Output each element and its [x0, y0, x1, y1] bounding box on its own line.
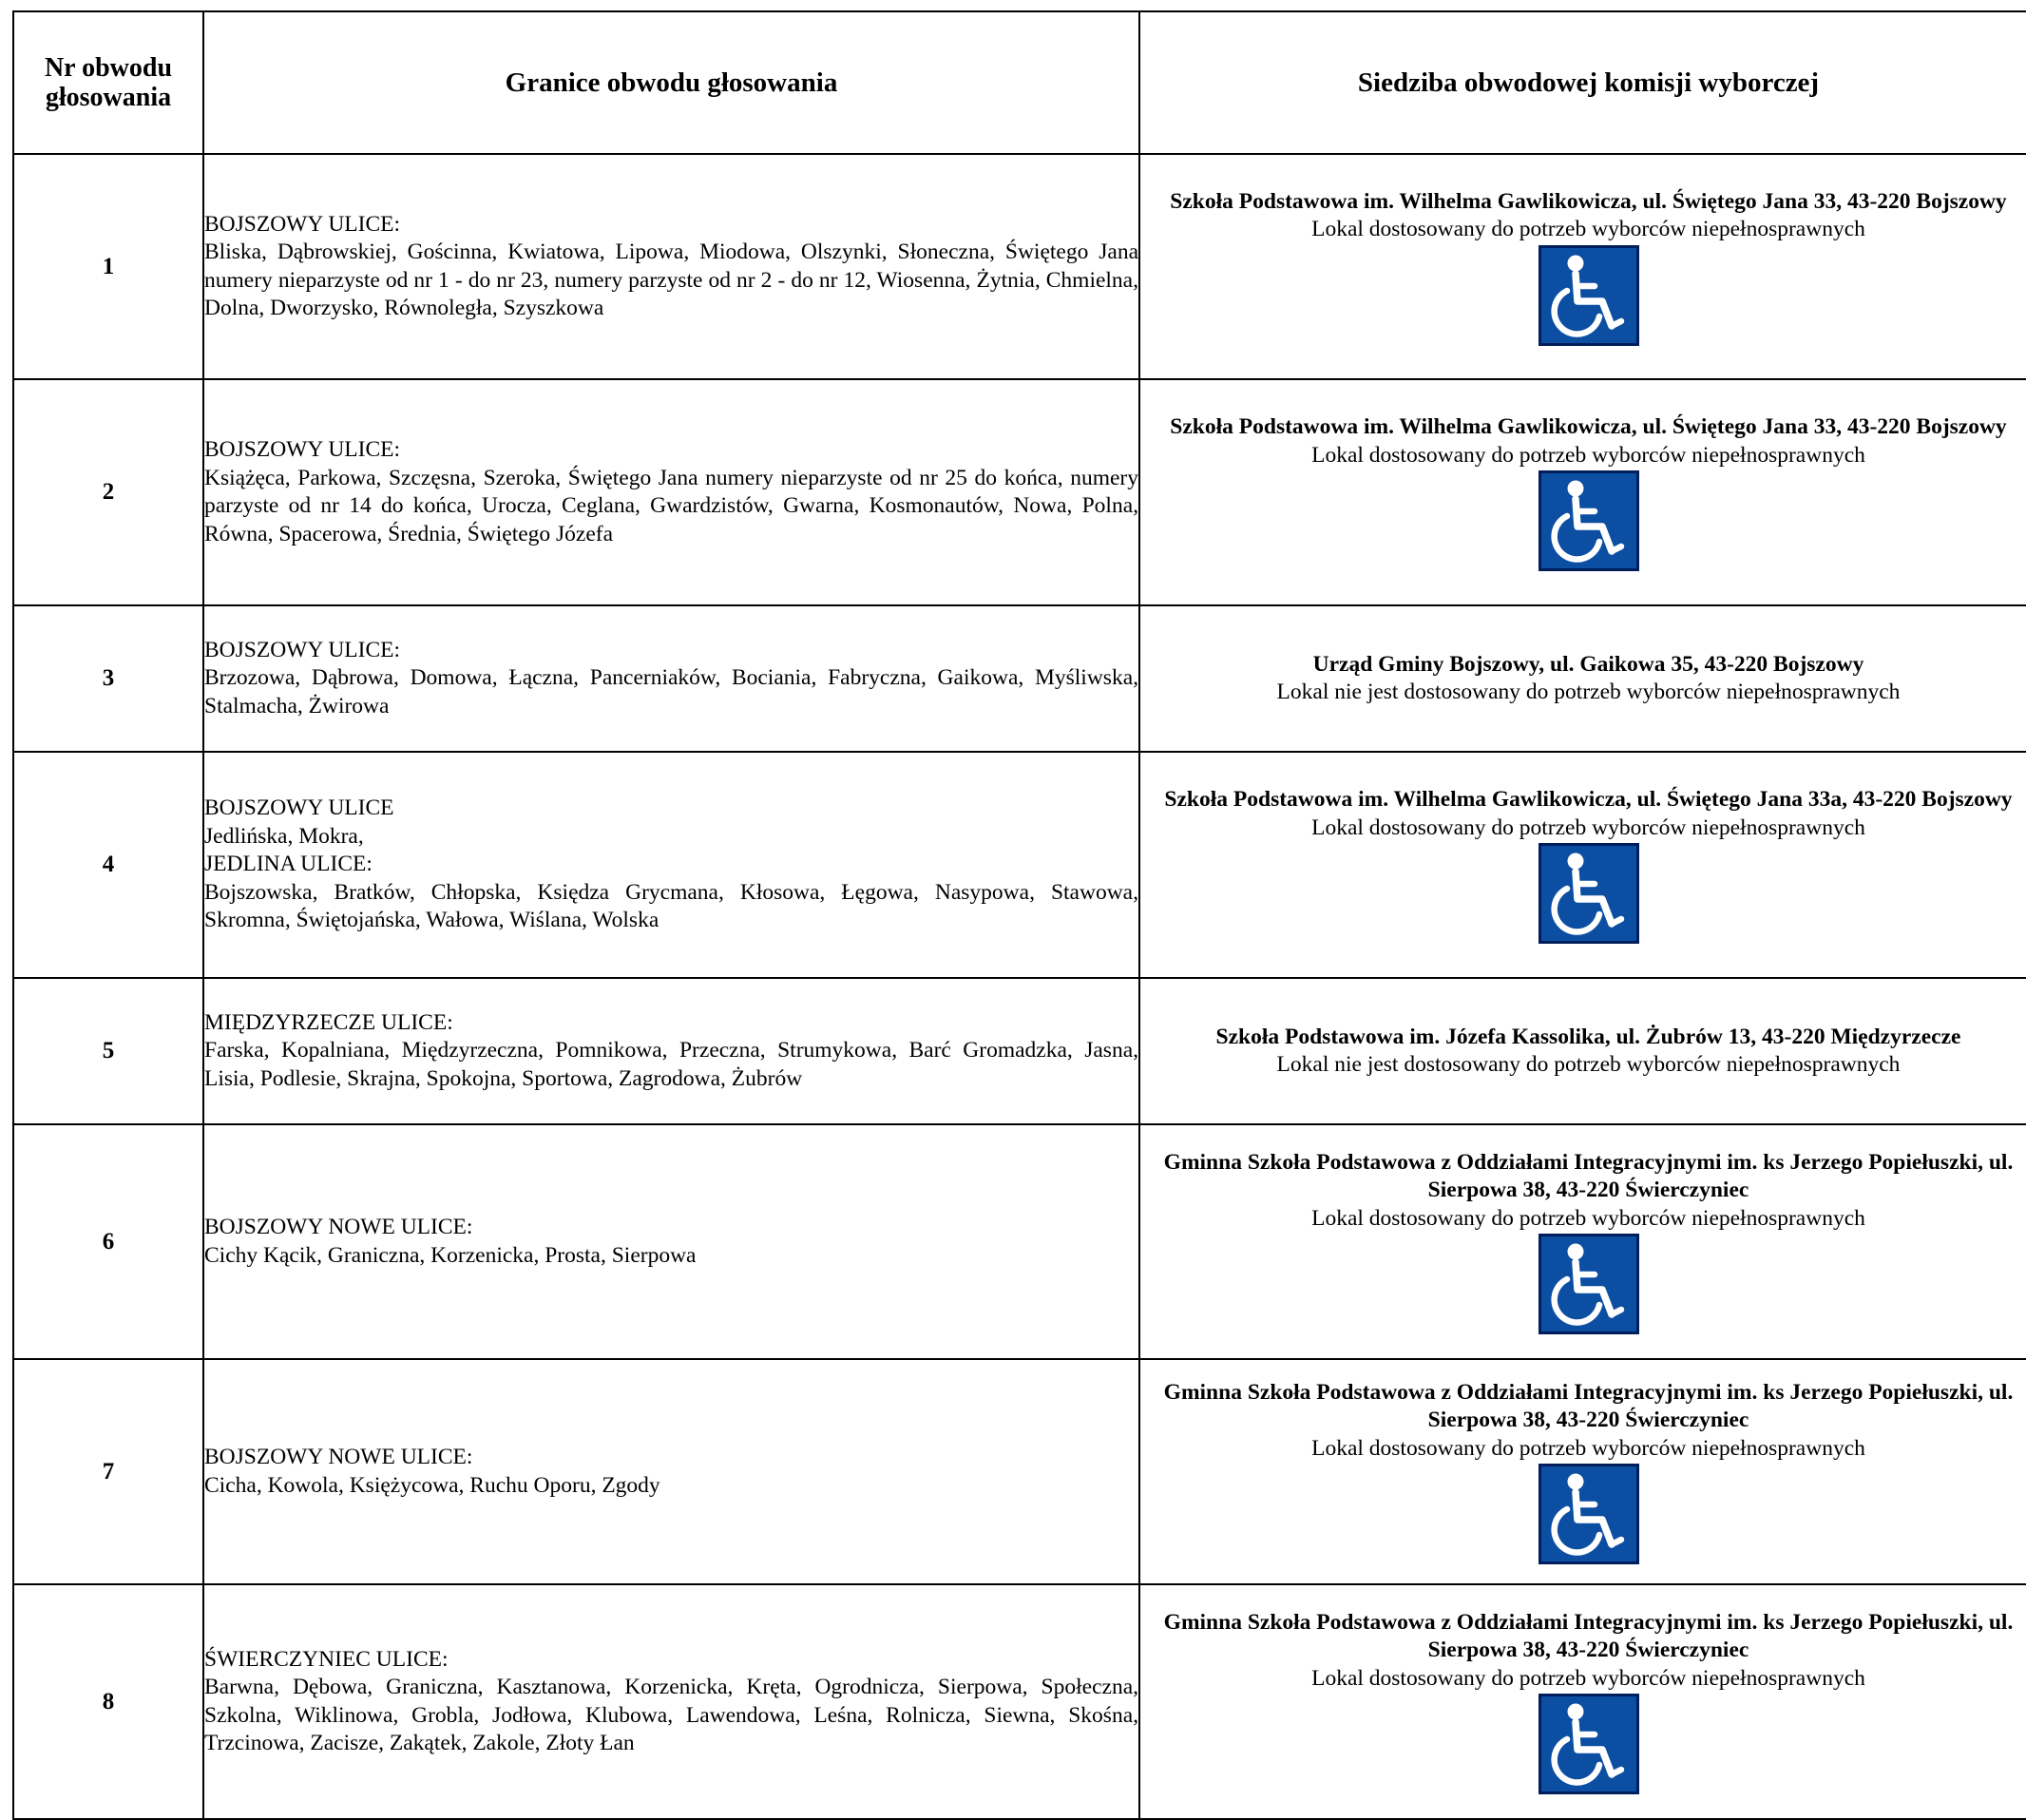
seat-accessibility-note: Lokal dostosowany do potrzeb wyborców niepełnosprawnych	[1311, 814, 1865, 840]
wheelchair-icon	[1541, 1236, 1636, 1331]
boundary-locality-header: BOJSZOWY ULICE:	[204, 637, 401, 662]
commission-seat	[1139, 752, 2026, 978]
table-row	[13, 978, 2026, 1124]
circuit-boundaries	[203, 1584, 1139, 1819]
boundary-locality-header: MIĘDZYRZECZE ULICE:	[204, 1009, 453, 1035]
boundary-locality-header: ŚWIERCZYNIEC ULICE:	[204, 1646, 449, 1672]
circuit-number: 7	[13, 1359, 203, 1584]
boundary-locality-header: BOJSZOWY ULICE	[204, 795, 394, 821]
boundary-streets: Książęca, Parkowa, Szczęsna, Szeroka, Świętego Jana numery nieparzyste od nr 25 do końca, numery parzyste od nr 14 do końca, Urocza, Ceglana, Gwardzistów, Gwarna, Kosmonautów, Nowa, Polna, Równa, Spacerowa, Średnia, Świętego Józefa	[204, 465, 1138, 546]
seat-name: Szkoła Podstawowa im. Wilhelma Gawlikowicza, ul. Świętego Jana 33, 43-220 Bojszowy	[1170, 414, 2007, 439]
table-header-row	[13, 11, 2026, 154]
seat-name: Urząd Gminy Bojszowy, ul. Gaikowa 35, 43-220 Bojszowy	[1312, 651, 1864, 677]
circuit-boundaries	[203, 1359, 1139, 1584]
seat-name: Gminna Szkoła Podstawowa z Oddziałami Integracyjnymi im. ks Jerzego Popiełuszki, ul. Sierpowa 38, 43-220 Świerczyniec	[1163, 1379, 2014, 1433]
wheelchair-icon	[1541, 846, 1636, 941]
circuit-boundaries	[203, 379, 1139, 605]
header-commission-seat: Siedziba obwodowej komisji wyborczej	[1139, 11, 2026, 154]
header-circuit-boundaries: Granice obwodu głosowania	[203, 11, 1139, 154]
seat-accessibility-note: Lokal dostosowany do potrzeb wyborców niepełnosprawnych	[1311, 442, 1865, 468]
circuit-number: 6	[13, 1124, 203, 1359]
circuit-number: 8	[13, 1584, 203, 1819]
circuit-boundaries	[203, 1124, 1139, 1359]
boundary-locality-header: BOJSZOWY NOWE ULICE:	[204, 1215, 473, 1239]
boundary-locality-header: BOJSZOWY ULICE:	[204, 211, 401, 237]
commission-seat	[1139, 379, 2026, 605]
circuit-number: 5	[13, 978, 203, 1124]
table-row	[13, 605, 2026, 752]
seat-name: Szkoła Podstawowa im. Wilhelma Gawlikowicza, ul. Świętego Jana 33, 43-220 Bojszowy	[1170, 188, 2007, 214]
accessibility-sign	[1539, 843, 1639, 944]
circuit-number: 3	[13, 605, 203, 752]
accessibility-sign	[1539, 245, 1639, 346]
circuit-boundaries	[203, 752, 1139, 978]
boundary-extra-line: Jedlińska, Mokra,	[204, 823, 364, 849]
table-body	[13, 154, 2026, 1819]
wheelchair-icon	[1541, 1466, 1636, 1561]
accessibility-sign	[1539, 470, 1639, 571]
table-row	[13, 752, 2026, 978]
circuit-number: 1	[13, 154, 203, 379]
commission-seat	[1139, 605, 2026, 752]
seat-accessibility-note: Lokal nie jest dostosowany do potrzeb wyborców niepełnosprawnych	[1276, 680, 1901, 704]
commission-seat	[1139, 978, 2026, 1124]
seat-accessibility-note: Lokal nie jest dostosowany do potrzeb wyborców niepełnosprawnych	[1276, 1052, 1901, 1077]
seat-accessibility-note: Lokal dostosowany do potrzeb wyborców niepełnosprawnych	[1311, 1435, 1865, 1461]
seat-name: Szkoła Podstawowa im. Wilhelma Gawlikowicza, ul. Świętego Jana 33a, 43-220 Bojszowy	[1164, 787, 2013, 812]
accessibility-sign	[1539, 1234, 1639, 1334]
seat-name: Szkoła Podstawowa im. Józefa Kassolika, ul. Żubrów 13, 43-220 Międzyrzecze	[1215, 1024, 1961, 1049]
boundary-streets: Bliska, Dąbrowskiej, Gościnna, Kwiatowa, Lipowa, Miodowa, Olszynki, Słoneczna, Świętego Jana numery nieparzyste od nr 1 - do nr 23, numery parzyste od nr 2 - do nr 12, Wiosenna, Żytnia, Chmielna, Dolna, Dworzysko, Równoległa, Szyszkowa	[204, 239, 1138, 320]
commission-seat	[1139, 1359, 2026, 1584]
circuit-number: 4	[13, 752, 203, 978]
boundary-streets: Brzozowa, Dąbrowa, Domowa, Łączna, Pancerniaków, Bociania, Fabryczna, Gaikowa, Myśliwska, Stalmacha, Żwirowa	[204, 665, 1138, 718]
header-circuit-number: Nr obwodu głosowania	[13, 11, 203, 154]
accessibility-sign	[1539, 1464, 1639, 1564]
boundary-streets: Barwna, Dębowa, Graniczna, Kasztanowa, Korzenicka, Kręta, Ogrodnicza, Sierpowa, Społeczna, Szkolna, Wiklinowa, Grobla, Jodłowa, Klubowa, Lawendowa, Leśna, Rolnicza, Siewna, Skośna, Trzcinowa, Zacisze, Zakątek, Zakole, Złoty Łan	[204, 1675, 1138, 1755]
table-row	[13, 154, 2026, 379]
boundary-locality-header: BOJSZOWY ULICE:	[204, 437, 401, 462]
wheelchair-icon	[1541, 248, 1636, 343]
seat-name: Gminna Szkoła Podstawowa z Oddziałami Integracyjnymi im. ks Jerzego Popiełuszki, ul. Sierpowa 38, 43-220 Świerczyniec	[1163, 1149, 2014, 1203]
wheelchair-icon	[1541, 473, 1636, 568]
table-row	[13, 1359, 2026, 1584]
accessibility-sign	[1539, 1694, 1639, 1794]
boundary-extra-line: JEDLINA ULICE:	[204, 852, 373, 877]
boundary-streets: Bojszowska, Bratków, Chłopska, Księdza Grycmana, Kłosowa, Łęgowa, Nasypowa, Stawowa, Skromna, Świętojańska, Wałowa, Wiślana, Wolska	[204, 879, 1138, 933]
boundary-locality-header: BOJSZOWY NOWE ULICE:	[204, 1445, 473, 1469]
boundary-streets: Cicha, Kowola, Księżycowa, Ruchu Oporu, Zgody	[204, 1472, 660, 1498]
table-row	[13, 379, 2026, 605]
boundary-streets: Farska, Kopalniana, Międzyrzeczna, Pomnikowa, Przeczna, Strumykowa, Barć Gromadzka, Jasna, Lisia, Podlesie, Skrajna, Spokojna, Sportowa, Zagrodowa, Żubrów	[204, 1038, 1138, 1091]
seat-name: Gminna Szkoła Podstawowa z Oddziałami Integracyjnymi im. ks Jerzego Popiełuszki, ul. Sierpowa 38, 43-220 Świerczyniec	[1163, 1609, 2014, 1663]
table-row	[13, 1584, 2026, 1819]
seat-accessibility-note: Lokal dostosowany do potrzeb wyborców niepełnosprawnych	[1311, 1205, 1865, 1231]
table-row	[13, 1124, 2026, 1359]
seat-accessibility-note: Lokal dostosowany do potrzeb wyborców niepełnosprawnych	[1311, 217, 1865, 241]
circuit-boundaries	[203, 978, 1139, 1124]
wheelchair-icon	[1541, 1696, 1636, 1791]
voting-circuits-table	[12, 10, 2026, 1820]
commission-seat	[1139, 154, 2026, 379]
circuit-boundaries	[203, 154, 1139, 379]
circuit-boundaries	[203, 605, 1139, 752]
commission-seat	[1139, 1584, 2026, 1819]
seat-accessibility-note: Lokal dostosowany do potrzeb wyborców niepełnosprawnych	[1311, 1665, 1865, 1691]
boundary-streets: Cichy Kącik, Graniczna, Korzenicka, Prosta, Sierpowa	[204, 1242, 697, 1268]
circuit-number: 2	[13, 379, 203, 605]
commission-seat	[1139, 1124, 2026, 1359]
